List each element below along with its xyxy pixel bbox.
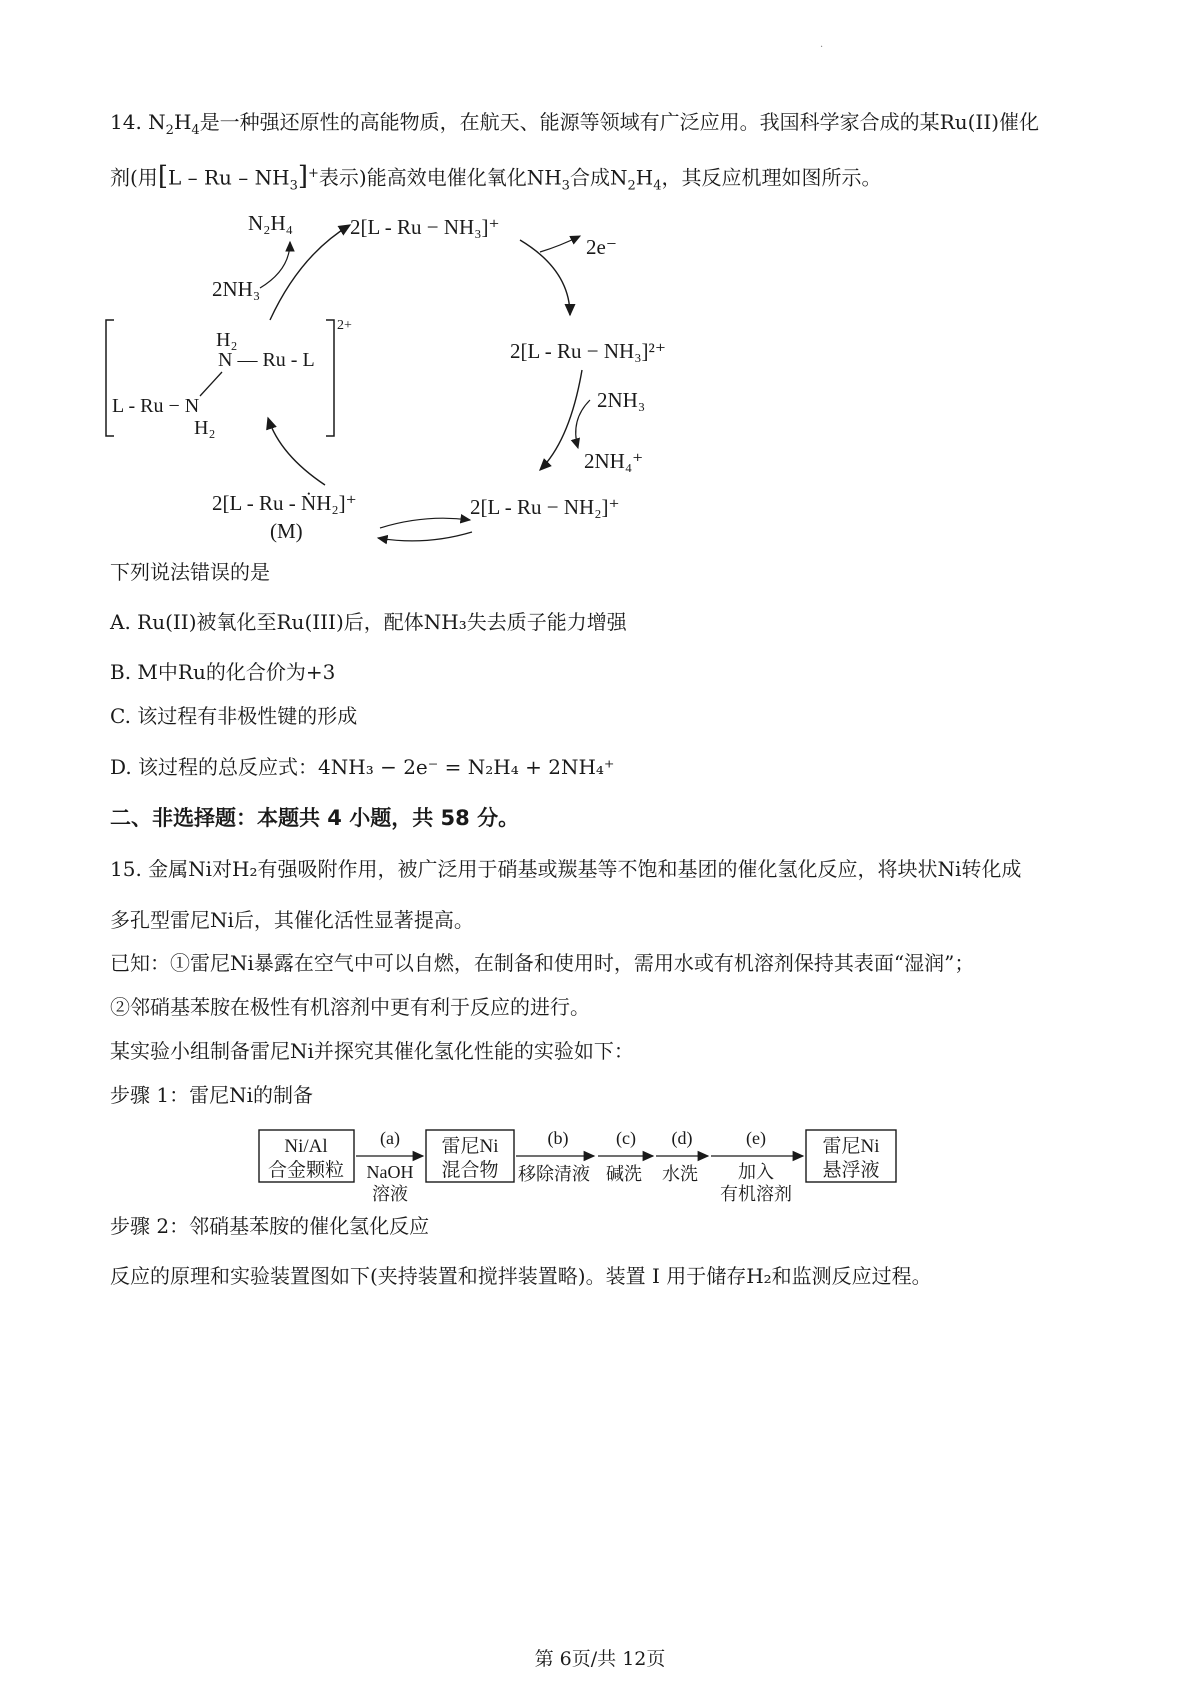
arrow-n2h4-release	[260, 242, 290, 288]
page-footer: 第 6页/共 12页	[534, 1648, 666, 1670]
q14-stem: 下列说法错误的是	[110, 560, 270, 584]
q14-option-d: D. 该过程的总反应式：4NH₃ − 2e⁻ = N₂H₄ + 2NH₄⁺	[110, 755, 615, 779]
q15-line1: 15. 金属Ni对H₂有强吸附作用，被广泛用于硝基或羰基等不饱和基团的催化氢化反应，将块状Ni转化成	[110, 857, 1022, 881]
dimer-bottom-row: L - Ru − N	[112, 395, 200, 417]
q15-line2: 多孔型雷尼Ni后，其催化活性显著提高。	[110, 908, 474, 932]
arrow-nh4-release	[576, 400, 590, 448]
arrow-electron-release	[540, 236, 580, 252]
step-a-reagent: NaOH	[366, 1162, 414, 1182]
bottom-left-complex: 2[L - Ru - ṄH₂]⁺	[212, 491, 357, 515]
dimer-top-h2: H₂	[216, 329, 238, 351]
step-b-label: (b)	[547, 1128, 569, 1148]
q14-line2-mid: 表示)能高效电催化氧化	[318, 165, 527, 190]
arrow-right-to-bottom	[540, 370, 582, 470]
q15-known2: ②邻硝基苯胺在极性有机溶剂中更有利于反应的进行。	[110, 995, 590, 1019]
top-complex: 2[L - Ru − NH₃]⁺	[350, 215, 500, 239]
arrow-equilibrium-forward	[380, 518, 470, 528]
step-e-action: 加入	[738, 1162, 774, 1182]
q15-closing: 反应的原理和实验装置图如下(夹持装置和搅拌装置略)。装置 I 用于储存H₂和监测反应过程。	[110, 1264, 932, 1288]
q15-known1: 已知：①雷尼Ni暴露在空气中可以自燃，在制备和使用时，需用水或有机溶剂保持其表面“湿润”；	[110, 951, 975, 975]
right-complex: 2[L - Ru − NH₃]²⁺	[510, 339, 666, 363]
step-c-action: 碱洗	[606, 1164, 642, 1184]
q14-line2: 剂(用[L – Ru – $NH_3]^+$表示)能高效电催化氧化$NH_3$合成$N_2H_4$，其反应机理如图所示。	[110, 161, 882, 194]
q14-line1-text: 是一种强还原性的高能物质，在航天、能源等领域有广泛应用。我国科学家合成的某	[199, 110, 940, 134]
box3-line2: 悬浮液	[822, 1160, 880, 1181]
dimer-bracket-right	[326, 320, 334, 436]
q14-line2-post: ，其反应机理如图所示。	[661, 165, 882, 190]
q14-option-b: B. M中Ru的化合价为+3	[110, 660, 336, 684]
q15-step1: 步骤 1：雷尼Ni的制备	[110, 1083, 313, 1107]
step-e-action-2: 有机溶剂	[720, 1184, 792, 1204]
q14-line1-end: 催化	[999, 110, 1040, 134]
q14-option-c: C. 该过程有非极性键的形成	[110, 704, 358, 728]
step-d-action: 水洗	[662, 1164, 698, 1184]
arrow-top-to-right	[520, 240, 570, 315]
n2h4-product-label: N₂H₄	[248, 211, 293, 235]
electron-label: 2e⁻	[586, 235, 617, 259]
q14-number: 14.	[110, 110, 142, 134]
section2-heading: 二、非选择题：本题共 4 小题，共 58 分。	[110, 806, 520, 830]
box1-line1: Ni/Al	[284, 1136, 328, 1157]
q14-line2-mid2: 合成	[569, 165, 610, 190]
step-e-label: (e)	[746, 1128, 766, 1148]
q14-line2-pre: 剂(用	[110, 165, 158, 190]
q15-step2: 步骤 2：邻硝基苯胺的催化氢化反应	[110, 1214, 430, 1238]
dimer-charge: 2+	[337, 318, 352, 333]
raney-ni-flowchart	[258, 1122, 938, 1222]
dimer-n-n-bond	[200, 372, 222, 396]
step-c-label: (c)	[616, 1128, 636, 1148]
step-d-label: (d)	[671, 1128, 693, 1148]
q15-intro: 某实验小组制备雷尼Ni并探究其催化氢化性能的实验如下：	[110, 1039, 634, 1063]
arrow-dimer-to-top	[270, 225, 350, 320]
nh3-reactant-label-top: 2NH₃	[212, 277, 261, 301]
q14-line1: 14. $N_2H_4$是一种强还原性的高能物质，在航天、能源等领域有广泛应用。我国科学家合成的某Ru(II)催化	[110, 110, 1040, 138]
bottom-right-complex: 2[L - Ru − NH₂]⁺	[470, 495, 620, 519]
arrow-equilibrium-reverse	[378, 532, 472, 541]
step-a-label: (a)	[380, 1128, 400, 1148]
dimer-bracket-left	[106, 320, 114, 436]
box2-line2: 混合物	[441, 1160, 499, 1181]
step-b-action: 移除清液	[518, 1164, 590, 1184]
arrow-bottom-to-dimer	[268, 418, 325, 485]
nh4-product-label: 2NH₄⁺	[584, 449, 644, 473]
box3-line1: 雷尼Ni	[822, 1136, 880, 1157]
reaction-mechanism-diagram	[100, 200, 740, 600]
dimer-bottom-h2: H₂	[194, 417, 216, 439]
dimer-top-row: N — Ru - L	[218, 349, 315, 371]
q14-option-a: A. Ru(II)被氧化至Ru(III)后，配体NH₃失去质子能力增强	[110, 610, 627, 634]
m-label: (M)	[270, 519, 303, 543]
step-a-reagent-2: 溶液	[372, 1184, 408, 1204]
scan-dot: ·	[820, 42, 824, 53]
box2-line1: 雷尼Ni	[441, 1136, 499, 1157]
nh3-reactant-label-right: 2NH₃	[597, 388, 646, 412]
box1-line2: 合金颗粒	[267, 1160, 345, 1181]
